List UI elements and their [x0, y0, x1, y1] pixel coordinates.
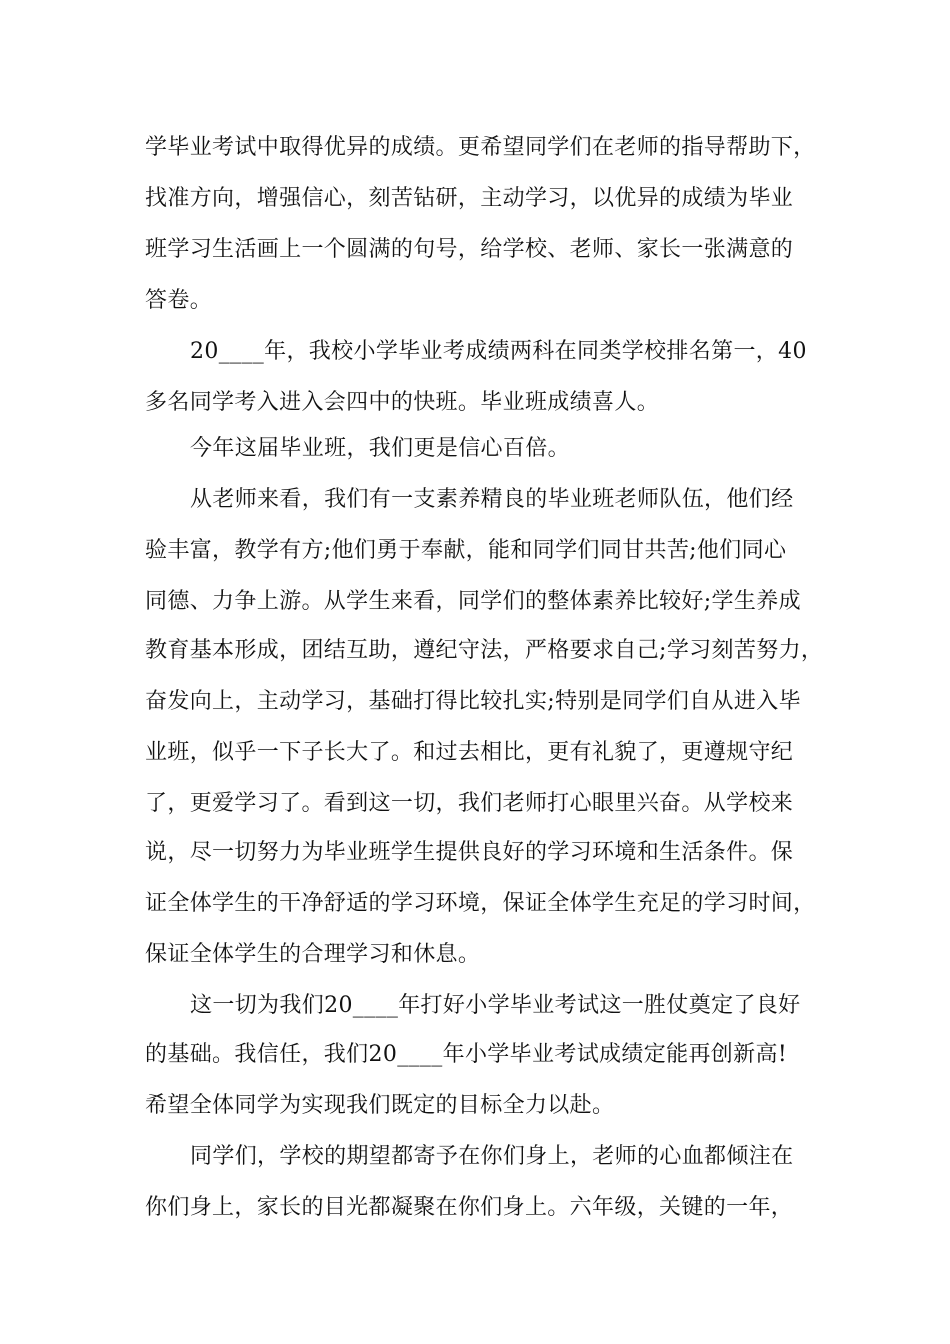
paragraph-start-line: 这一切为我们20____年打好小学毕业考试这一胜仗奠定了良好: [190, 993, 801, 1018]
text-line: 业班，似乎一下子长大了。和过去相比，更有礼貌了，更遵规守纪: [145, 740, 794, 765]
text-line: 找准方向，增强信心，刻苦钻研，主动学习，以优异的成绩为毕业: [145, 186, 794, 211]
text-line: 班学习生活画上一个圆满的句号，给学校、老师、家长一张满意的: [145, 237, 794, 262]
text-line: 学毕业考试中取得优异的成绩。更希望同学们在老师的指导帮助下，: [145, 135, 816, 160]
text-line: 了，更爱学习了。看到这一切，我们老师打心眼里兴奋。从学校来: [145, 791, 794, 816]
paragraph-start-line: 从老师来看，我们有一支素养精良的毕业班老师队伍，他们经: [190, 487, 794, 512]
text-line: 答卷。: [145, 288, 213, 313]
text-line: 证全体学生的干净舒适的学习环境，保证全体学生充足的学习时间，: [145, 891, 816, 916]
text-line: 你们身上，家长的目光都凝聚在你们身上。六年级，关键的一年，: [145, 1195, 794, 1220]
paragraph-start-line: 20____年，我校小学毕业考成绩两科在同类学校排名第一，40: [190, 339, 807, 364]
text-line: 说，尽一切努力为毕业班学生提供良好的学习环境和生活条件。保: [145, 840, 794, 865]
text-line: 希望全体同学为实现我们既定的目标全力以赴。: [145, 1093, 615, 1118]
text-line: 教育基本形成，团结互助，遵纪守法，严格要求自己;学习刻苦努力，: [145, 638, 824, 663]
text-line: 的基础。我信任，我们20____年小学毕业考试成绩定能再创新高!: [145, 1042, 788, 1067]
paragraph-start-line: 同学们，学校的期望都寄予在你们身上，老师的心血都倾注在: [190, 1144, 794, 1169]
text-line: 验丰富，教学有方;他们勇于奉献，能和同学们同甘共苦;他们同心: [145, 538, 787, 563]
text-line: 奋发向上，主动学习，基础打得比较扎实;特别是同学们自从进入毕: [145, 689, 801, 714]
text-line: 多名同学考入进入会四中的快班。毕业班成绩喜人。: [145, 390, 660, 415]
text-line: 保证全体学生的合理学习和休息。: [145, 942, 481, 967]
paragraph-start-line: 今年这届毕业班，我们更是信心百倍。: [190, 436, 570, 461]
text-line: 同德、力争上游。从学生来看，同学们的整体素养比较好;学生养成: [145, 589, 801, 614]
